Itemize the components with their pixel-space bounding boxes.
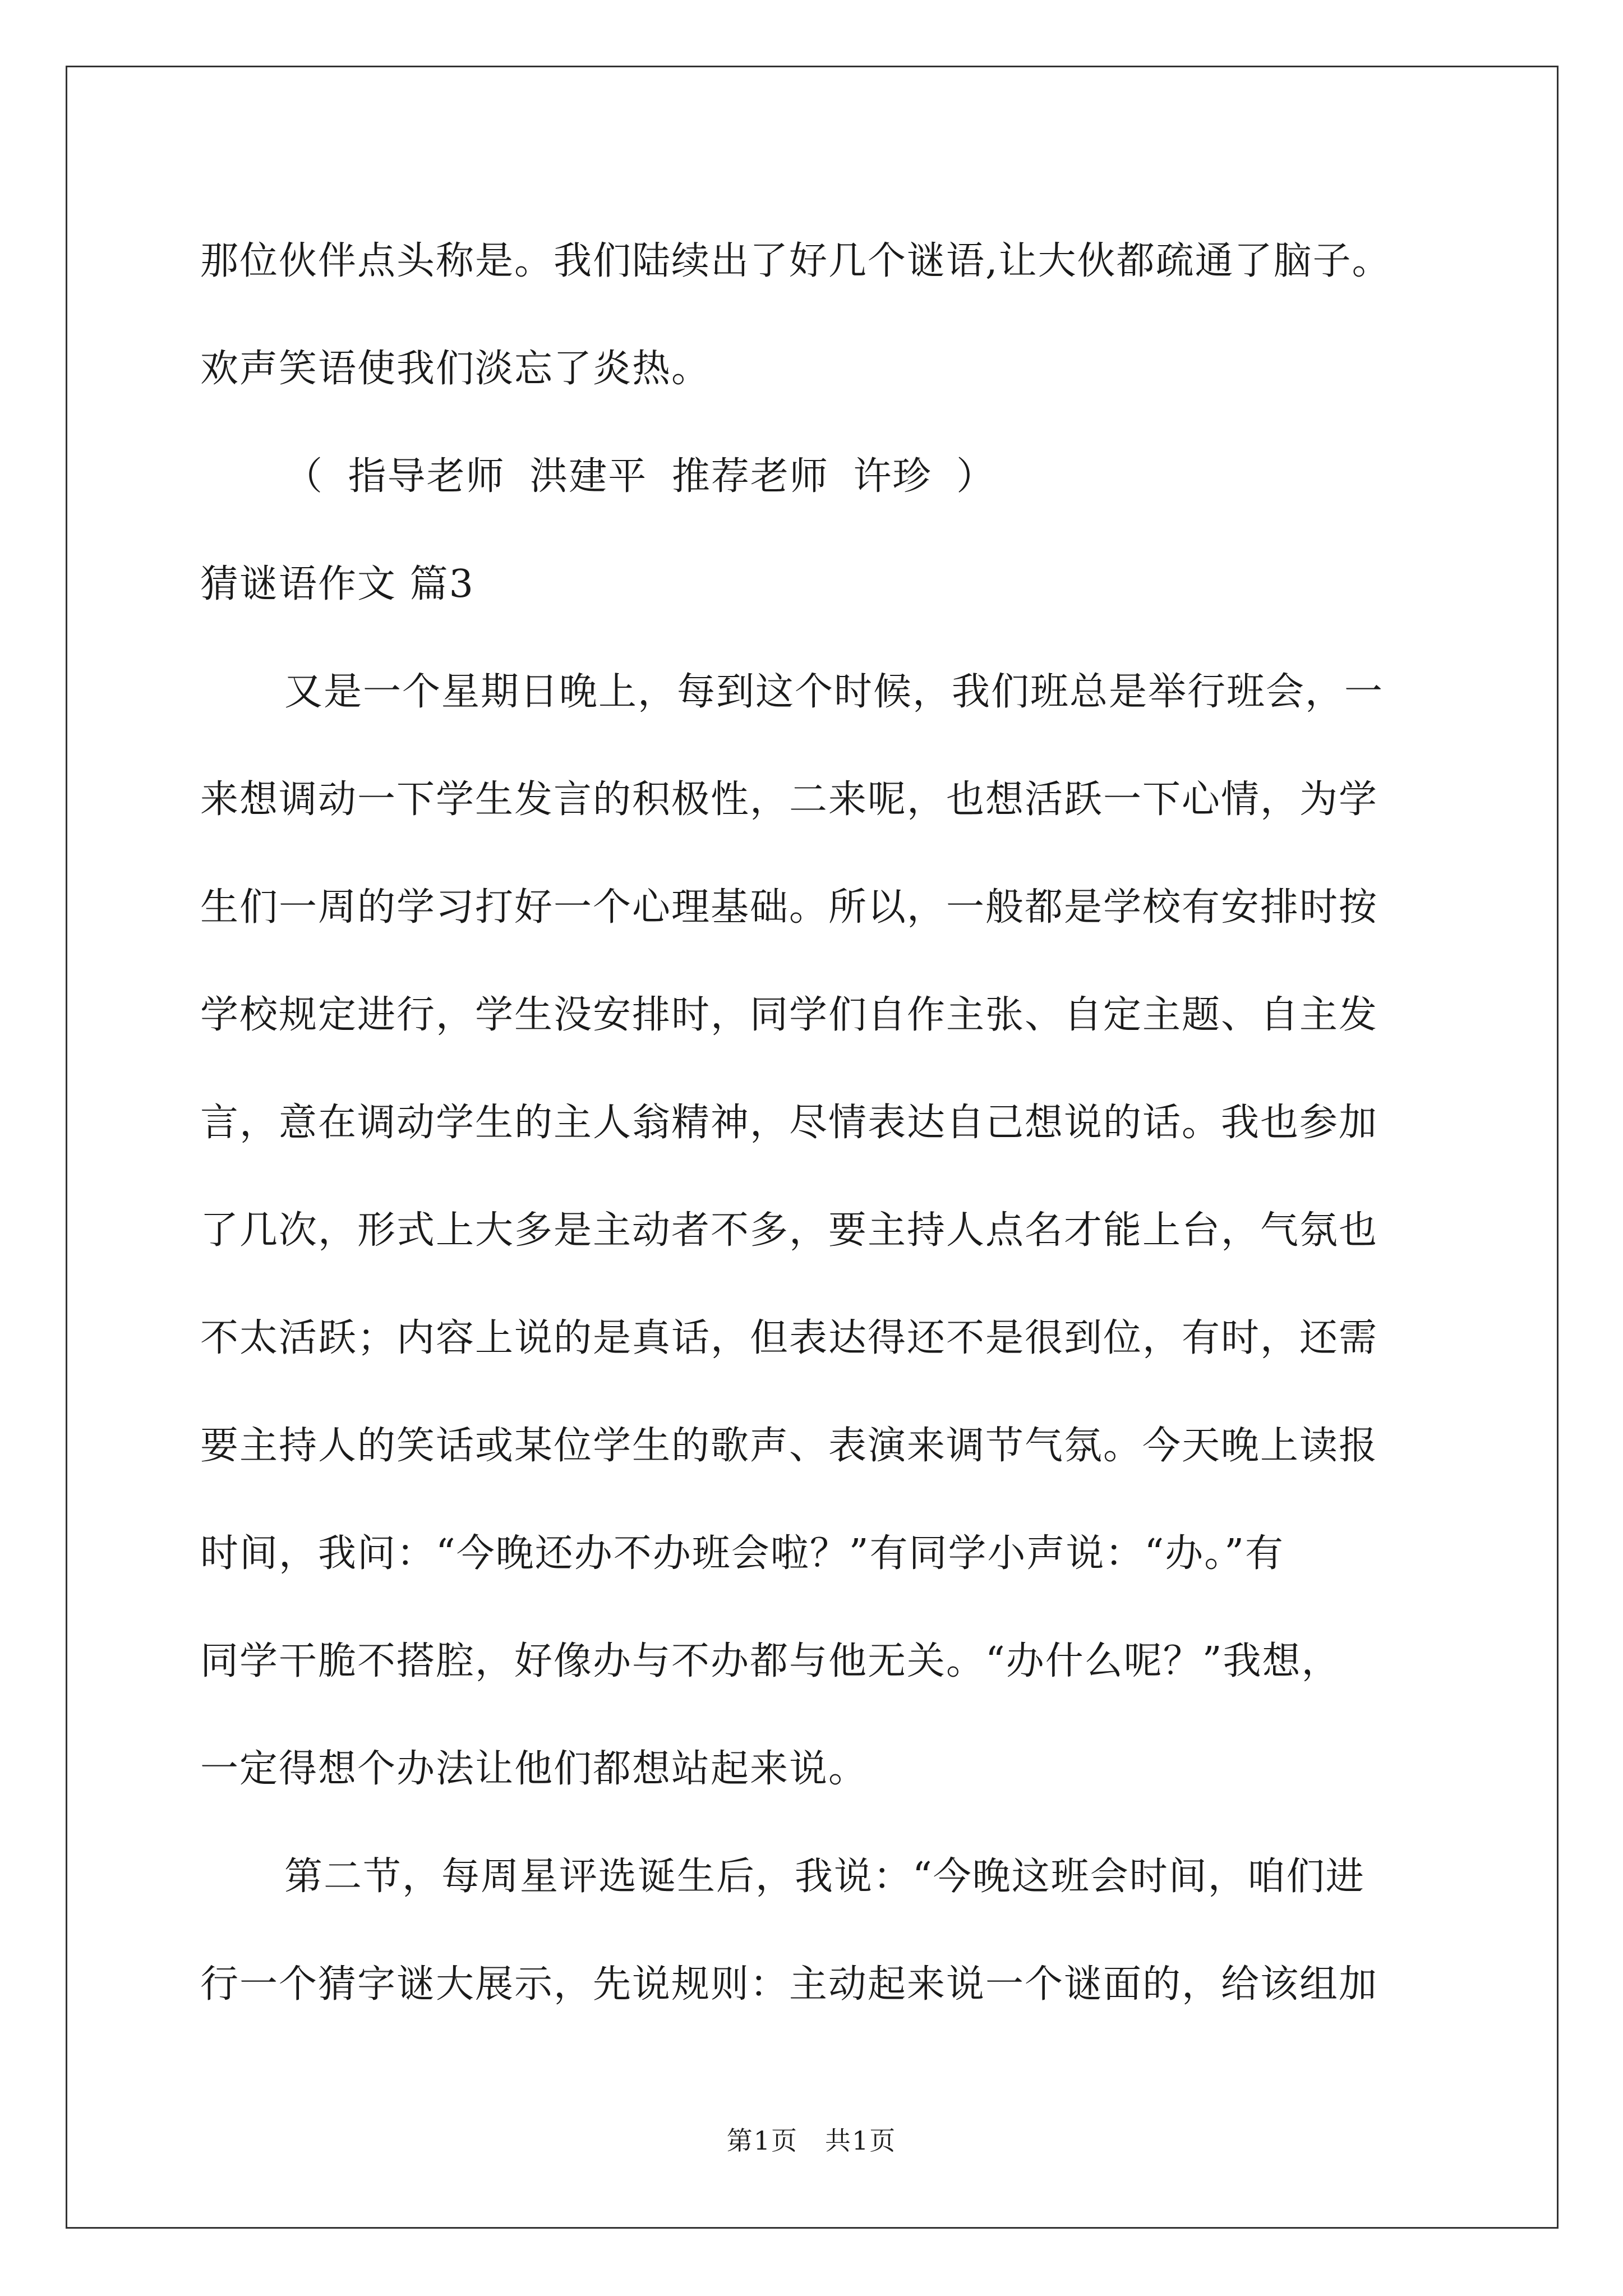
paragraph-line: 欢声笑语使我们淡忘了炎热。: [200, 347, 711, 391]
paragraph-line: 第二节，每周星评选诞生后，我说：“今晚这班会时间，咱们进: [284, 1855, 1365, 1899]
paragraph-line: 又是一个星期日晚上，每到这个时候，我们班总是举行班会，一: [284, 670, 1384, 714]
paragraph-line: 学校规定进行，学生没安排时，同学们自作主张、自定主题、自主发: [200, 993, 1378, 1037]
page-footer: 第1页 共1页: [726, 2125, 897, 2156]
credit-line: （ 指导老师 洪建平 推荐老师 许珍 ）: [284, 454, 996, 499]
paragraph-line: 了几次，形式上大多是主动者不多，要主持人点名才能上台，气氛也: [200, 1208, 1378, 1253]
paragraph-line: 要主持人的笑话或某位学生的歌声、表演来调节气氛。今天晚上读报: [200, 1424, 1378, 1468]
paragraph-line: 时间，我问：“今晚还办不办班会啦？”有同学小声说：“办。”有: [200, 1531, 1285, 1576]
paragraph-line: 那位伙伴点头称是。我们陆续出了好几个谜语,让大伙都疏通了脑子。: [200, 239, 1391, 283]
paragraph-line: 一定得想个办法让他们都想站起来说。: [200, 1747, 868, 1791]
paragraph-line: 言，意在调动学生的主人翁精神，尽情表达自己想说的话。我也参加: [200, 1101, 1378, 1145]
paragraph-line: 不太活跃；内容上说的是真话，但表达得还不是很到位，有时，还需: [200, 1316, 1378, 1360]
paragraph-line: 行一个猜字谜大展示，先说规则：主动起来说一个谜面的，给该组加: [200, 1962, 1378, 2007]
section-heading: 猜谜语作文 篇3: [200, 562, 474, 606]
paragraph-line: 生们一周的学习打好一个心理基础。所以，一般都是学校有安排时按: [200, 885, 1378, 930]
document-body: [200, 208, 1423, 2039]
paragraph-line: 来想调动一下学生发言的积极性，二来呢，也想活跃一下心情，为学: [200, 777, 1378, 822]
paragraph-line: 同学干脆不搭腔，好像办与不办都与他无关。“办什么呢？”我想，: [200, 1639, 1341, 1683]
